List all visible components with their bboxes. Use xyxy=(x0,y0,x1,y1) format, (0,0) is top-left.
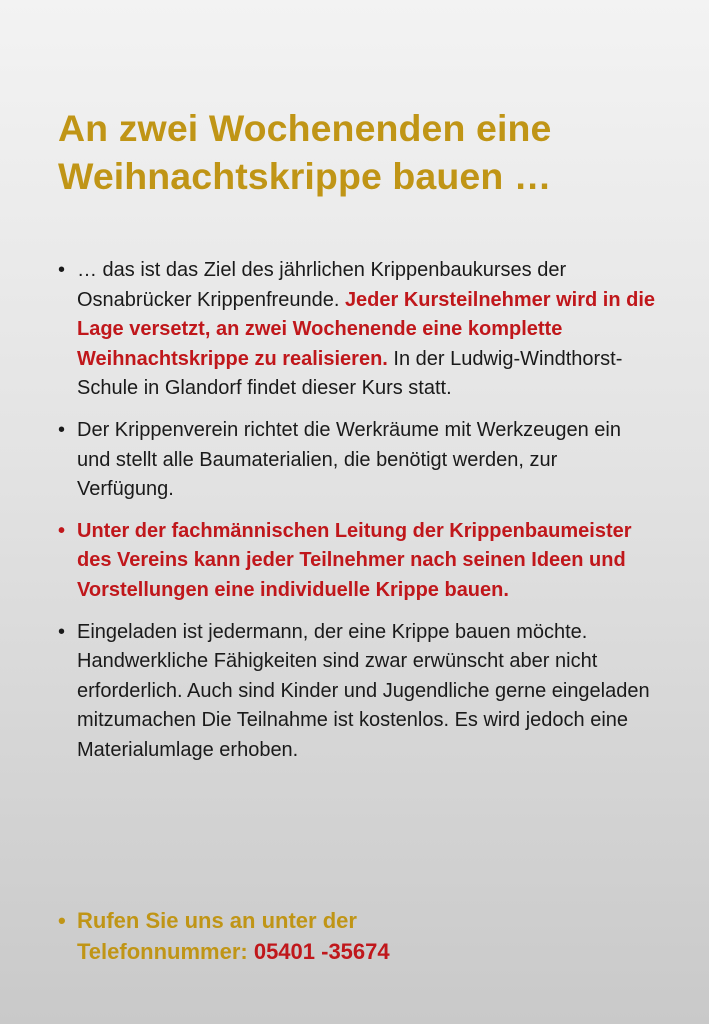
bullet-dot: • xyxy=(58,418,66,441)
bullet-text: Eingeladen ist jedermann, der eine Krippe bauen möchte. Handwerkliche Fähigkeiten sind zwar erwünscht aber nicht erforderlich. Auch sind Kinder und Jugendliche gerne eingeladen mitzumachen Die Teilnahme ist kostenlos. Es wird jedoch eine Materialumlage erhoben. xyxy=(77,620,650,761)
bullet-dot: • xyxy=(58,259,66,281)
bullet-text: … das ist das Ziel des jährlichen Krippenbaukurses der Osnabrücker Krippenfreunde. xyxy=(77,259,567,311)
bullet-list xyxy=(58,256,658,778)
phone-number: 05401 -35674 xyxy=(253,939,390,964)
bullet-item-workshop xyxy=(58,416,658,505)
title-line-2: Weihnachtskrippe bauen … xyxy=(58,155,552,197)
bullet-dot: • xyxy=(58,620,66,643)
bullet-dot: • xyxy=(58,908,66,933)
slide-title xyxy=(58,104,688,200)
bullet-dot: • xyxy=(58,519,66,542)
bullet-highlight: Jeder Kursteilnehmer wird in die Lage versetzt, an zwei Wochenende eine komplette Weihnachtskrippe zu realisieren. xyxy=(77,288,656,370)
bullet-item-guidance xyxy=(58,517,658,606)
contact-label: Telefonnummer: xyxy=(77,939,254,964)
bullet-text: In der Ludwig-Windthorst-Schule in Glandorf findet dieser Kurs statt. xyxy=(77,347,623,400)
bullet-text: Unter der fachmännischen Leitung der Krippenbaumeister des Vereins kann jeder Teilnehmer nach seinen Ideen und Vorstellungen eine individuelle Krippe bauen. xyxy=(77,519,632,601)
contact-callout xyxy=(58,905,697,967)
title-line-1: An zwei Wochenenden eine xyxy=(58,107,552,149)
bullet-item-invitation xyxy=(58,618,658,766)
bullet-text: Der Krippenverein richtet die Werkräume mit Werkzeugen ein und stellt alle Baumaterialien, die benötigt werden, zur Verfügung. xyxy=(77,418,621,501)
bullet-item-goal xyxy=(58,256,658,404)
contact-line-1: Rufen Sie uns an unter der xyxy=(77,908,357,933)
